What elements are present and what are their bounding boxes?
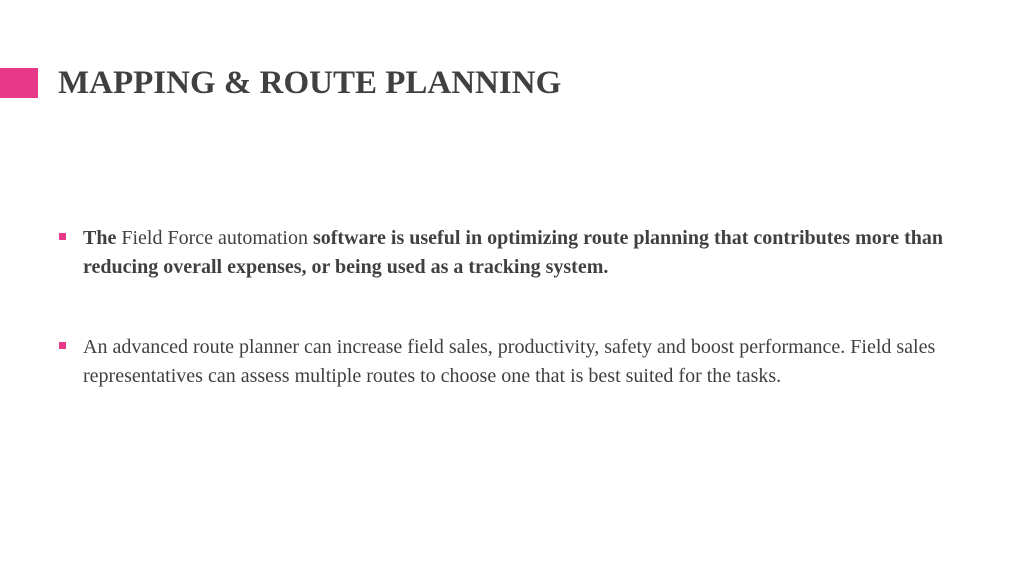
bullet-item-1 xyxy=(58,224,958,281)
bullet-item-2 xyxy=(58,333,958,390)
bullet-2-text: An advanced route planner can increase field sales, productivity, safety and boost performance. Field sales representatives can assess multiple routes to choose one that is best suited for the tasks. xyxy=(83,336,936,387)
bullet-list xyxy=(58,224,958,390)
bullet-1-regular-text: Field Force automation xyxy=(116,227,313,249)
bullet-1-lead-text: The xyxy=(83,227,117,249)
slide-title: MAPPING & ROUTE PLANNING xyxy=(58,65,562,101)
square-bullet-icon xyxy=(59,233,66,240)
bullet-1-bold-text: software is useful in optimizing route planning that contributes more than reducing overall expenses, or being used as a tracking system. xyxy=(83,227,944,278)
square-bullet-icon xyxy=(59,342,66,349)
title-accent-bar xyxy=(0,68,38,98)
